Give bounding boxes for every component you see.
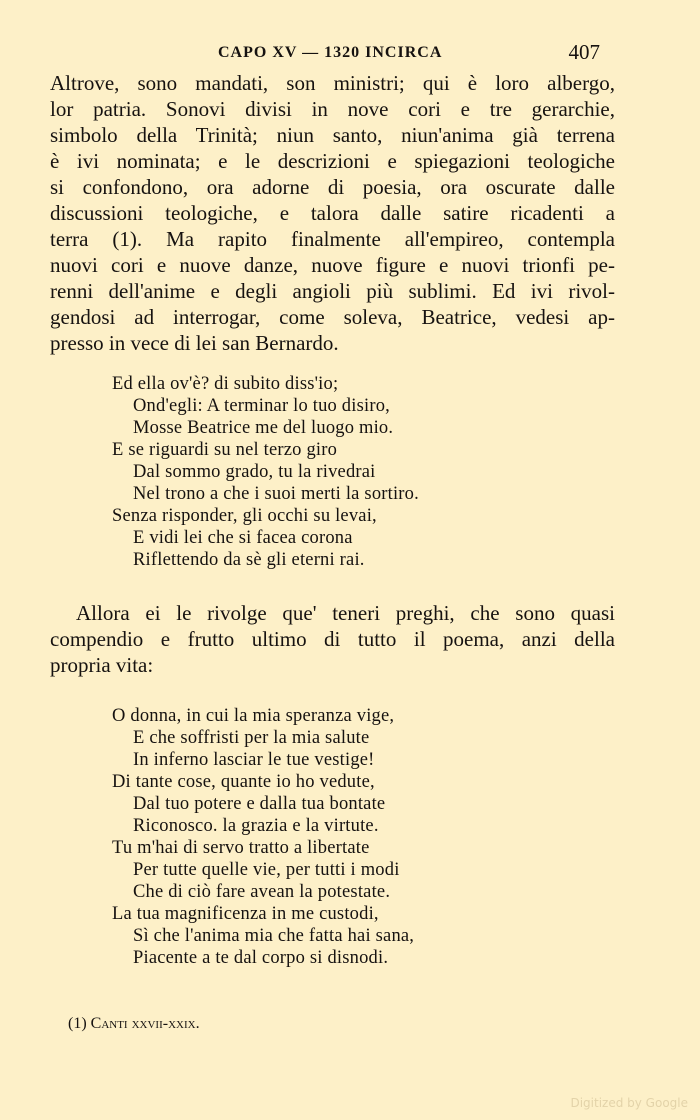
page-number: 407 <box>568 40 600 64</box>
verse-quotation-2 <box>112 705 414 969</box>
running-head <box>0 38 700 68</box>
text-line: propria vita: <box>50 653 154 677</box>
chapter-heading: CAPO XV — 1320 INCIRCA <box>218 44 443 61</box>
verse-line: E che soffristi per la mia salute <box>133 728 370 748</box>
verse-line: O donna, in cui la mia speranza vige, <box>112 706 395 726</box>
verse-line: E se riguardi su nel terzo giro <box>112 440 338 460</box>
verse-line: Sì che l'anima mia che fatta hai sana, <box>133 926 415 946</box>
verse-line: Tu m'hai di servo tratto a libertate <box>112 838 370 858</box>
verse-line: Senza risponder, gli occhi su levai, <box>112 506 377 526</box>
verse-line: Riflettendo da sè gli eterni rai. <box>133 550 365 570</box>
paragraph-2 <box>50 600 615 678</box>
text-line: renni dell'anime e degli angioli più sublimi. Ed ivi rivol- <box>50 279 615 303</box>
verse-line: Dal tuo potere e dalla tua bontate <box>133 794 386 814</box>
paragraph-1 <box>50 70 615 356</box>
text-line: terra (1). Ma rapito finalmente all'empireo, contempla <box>50 227 615 251</box>
text-line: Altrove, sono mandati, son ministri; qui è loro albergo, <box>50 71 615 95</box>
footnote <box>68 1015 200 1033</box>
verse-line: Dal sommo grado, tu la rivedrai <box>133 462 376 482</box>
text-line: Allora ei le rivolge que' teneri preghi, che sono quasi <box>76 601 615 625</box>
text-line: compendio e frutto ultimo di tutto il poema, anzi della <box>50 627 615 651</box>
footnote-marker: (1) <box>68 1015 87 1032</box>
text-line: nuovi cori e nuove danze, nuove figure e nuovi trionfi pe- <box>50 253 615 277</box>
verse-line: Nel trono a che i suoi merti la sortiro. <box>133 484 419 504</box>
verse-quotation-1 <box>112 373 419 571</box>
text-line: è ivi nominata; e le descrizioni e spiegazioni teologiche <box>50 149 615 173</box>
verse-line: Mosse Beatrice me del luogo mio. <box>133 418 394 438</box>
verse-line: Per tutte quelle vie, per tutti i modi <box>133 860 400 880</box>
verse-line: Che di ciò fare avean la potestate. <box>133 882 391 902</box>
verse-line: Piacente a te dal corpo si disnodi. <box>133 948 389 968</box>
verse-line: La tua magnificenza in me custodi, <box>112 904 379 924</box>
verse-line: Ond'egli: A terminar lo tuo disiro, <box>133 396 390 416</box>
text-line: si confondono, ora adorne di poesia, ora oscurate dalle <box>50 175 615 199</box>
verse-line: Ed ella ov'è? di subito diss'io; <box>112 374 339 394</box>
text-line: presso in vece di lei san Bernardo. <box>50 331 339 355</box>
verse-line: In inferno lasciar le tue vestige! <box>133 750 375 770</box>
text-line: discussioni teologiche, e talora dalle satire ricadenti a <box>50 201 615 225</box>
verse-line: Di tante cose, quante io ho vedute, <box>112 772 375 792</box>
footnote-text: Canti xxvii-xxix. <box>90 1015 200 1032</box>
scan-watermark: Digitized by Google <box>570 1096 688 1110</box>
text-line: gendosi ad interrogar, come soleva, Beatrice, vedesi ap- <box>50 305 615 329</box>
verse-line: Riconosco. la grazia e la virtute. <box>133 816 379 836</box>
text-line: lor patria. Sonovi divisi in nove cori e tre gerarchie, <box>50 97 615 121</box>
text-line: simbolo della Trinità; niun santo, niun'anima già terrena <box>50 123 615 147</box>
verse-line: E vidi lei che si facea corona <box>133 528 353 548</box>
